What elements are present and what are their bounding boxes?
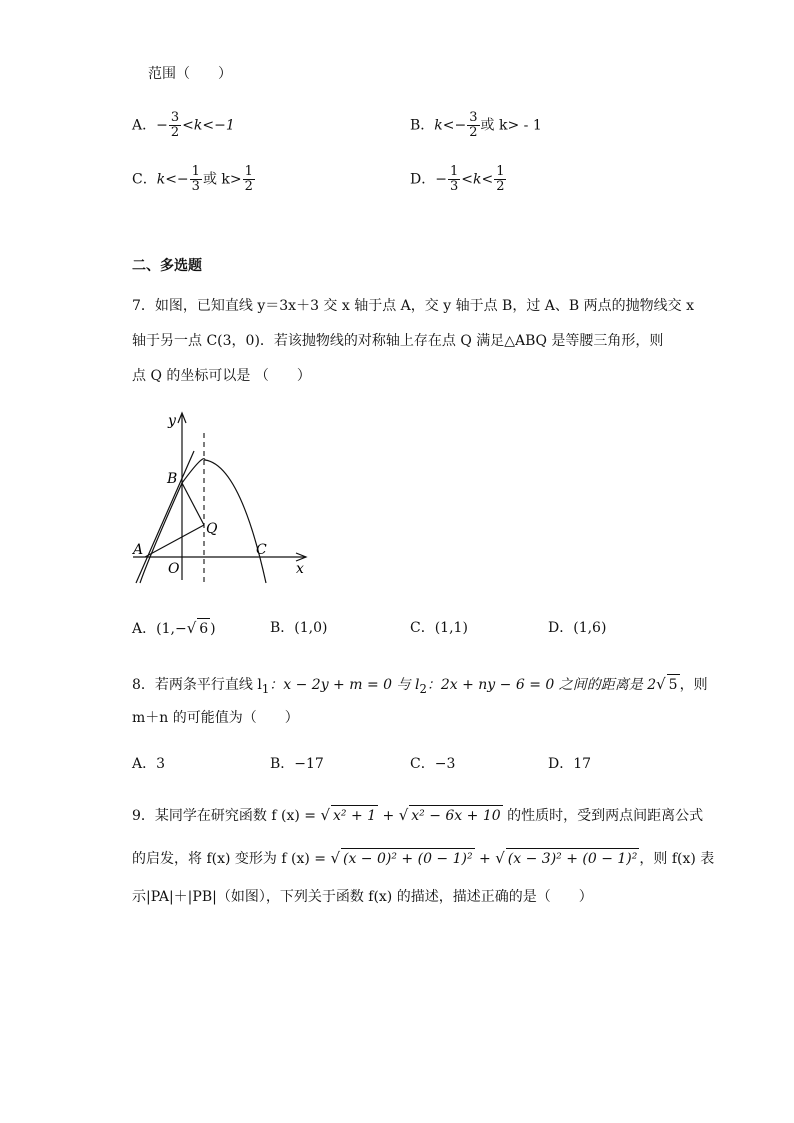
q8-option-a[interactable]: A．3 bbox=[132, 756, 166, 772]
label-b: B bbox=[167, 471, 178, 487]
q9-line-3: 示|PA|＋|PB|（如图），下列关于函数 f(x) 的描述，描述正确的是（ ） bbox=[132, 889, 593, 905]
fraction: $\frac{1}{3}$ bbox=[449, 164, 459, 194]
q8-option-d[interactable]: D．17 bbox=[548, 756, 592, 772]
q7-option-b[interactable]: B．(1,0) bbox=[270, 620, 328, 636]
q7-line-2: 轴于另一点 C(3，0)．若该抛物线的对称轴上存在点 Q 满足△ABQ 是等腰三角形，则 bbox=[132, 333, 664, 349]
line-ab bbox=[136, 451, 194, 583]
parabola-curve bbox=[140, 459, 266, 583]
q6-tail-text: 范围（ ） bbox=[148, 66, 232, 82]
fraction: $\frac{1}{2}$ bbox=[496, 164, 505, 194]
q8-option-b[interactable]: B．−17 bbox=[270, 756, 324, 772]
section-heading: 二、多选题 bbox=[132, 258, 202, 274]
fraction: $\frac{1}{3}$ bbox=[191, 164, 200, 194]
label-x: x bbox=[296, 561, 304, 577]
segment-bq bbox=[182, 483, 204, 525]
q6-option-c[interactable]: C．k<− $\frac{1}{3}$ 或 k> $\frac{1}{2}$ bbox=[132, 164, 253, 194]
fraction: $\frac{1}{2}$ bbox=[244, 164, 253, 194]
q6-option-a[interactable]: A．− $\frac{3}{2}$ <k<−1 bbox=[132, 110, 235, 140]
q9-line-1: 9．某同学在研究函数 f (x) = √ x² + 1 + √ x² − 6x + 10 的性质时，受到两点间距离公式 bbox=[132, 806, 704, 824]
radical: (x − 3)² + (0 − 1)² bbox=[506, 848, 640, 869]
label-y: y bbox=[168, 413, 176, 429]
label-a: A bbox=[133, 542, 144, 558]
label-q: Q bbox=[206, 521, 218, 537]
label-c: C bbox=[256, 542, 267, 558]
radical: (x − 0)² + (0 − 1)² bbox=[341, 848, 475, 869]
q8-line-1: 8．若两条平行直线 $l_1$：x − 2y + m = 0 与 $l_2$：2x + ny − 6 = 0 之间的距离是 2√ 5 ，则 bbox=[132, 675, 708, 696]
q9-line-2: 的启发，将 f(x) 变形为 f (x) = √ (x − 0)² + (0 − 1)² + √ (x − 3)² + (0 − 1)² ，则 f(x) 表 bbox=[132, 849, 715, 867]
q7-option-a[interactable]: A．(1,−√ 6 ) bbox=[132, 619, 216, 637]
q7-line-1: 7．如图，已知直线 y＝3x＋3 交 x 轴于点 A，交 y 轴于点 B，过 A、B 两点的抛物线交 x bbox=[132, 298, 694, 314]
radical: 6 bbox=[197, 618, 210, 639]
q7-line-3: 点 Q 的坐标可以是 （ ） bbox=[132, 368, 311, 384]
q6-option-d[interactable]: D．− $\frac{1}{3}$ <k< $\frac{1}{2}$ bbox=[410, 164, 505, 194]
q8-option-c[interactable]: C．−3 bbox=[410, 756, 456, 772]
fraction: $\frac{3}{2}$ bbox=[469, 110, 478, 140]
q7-option-d[interactable]: D．(1,6) bbox=[548, 620, 607, 636]
radical: x² − 6x + 10 bbox=[409, 805, 502, 826]
fraction: $\frac{3}{2}$ bbox=[170, 110, 180, 140]
q7-option-c[interactable]: C．(1,1) bbox=[410, 620, 468, 636]
q6-option-b[interactable]: B．k<− $\frac{3}{2}$ 或 k> - 1 bbox=[410, 110, 542, 140]
q8-line-2: m＋n 的可能值为（ ） bbox=[132, 710, 299, 726]
radical: x² + 1 bbox=[331, 805, 378, 826]
q7-parabola-figure bbox=[128, 405, 318, 590]
radical: 5 bbox=[667, 674, 680, 695]
label-o: O bbox=[168, 561, 180, 577]
